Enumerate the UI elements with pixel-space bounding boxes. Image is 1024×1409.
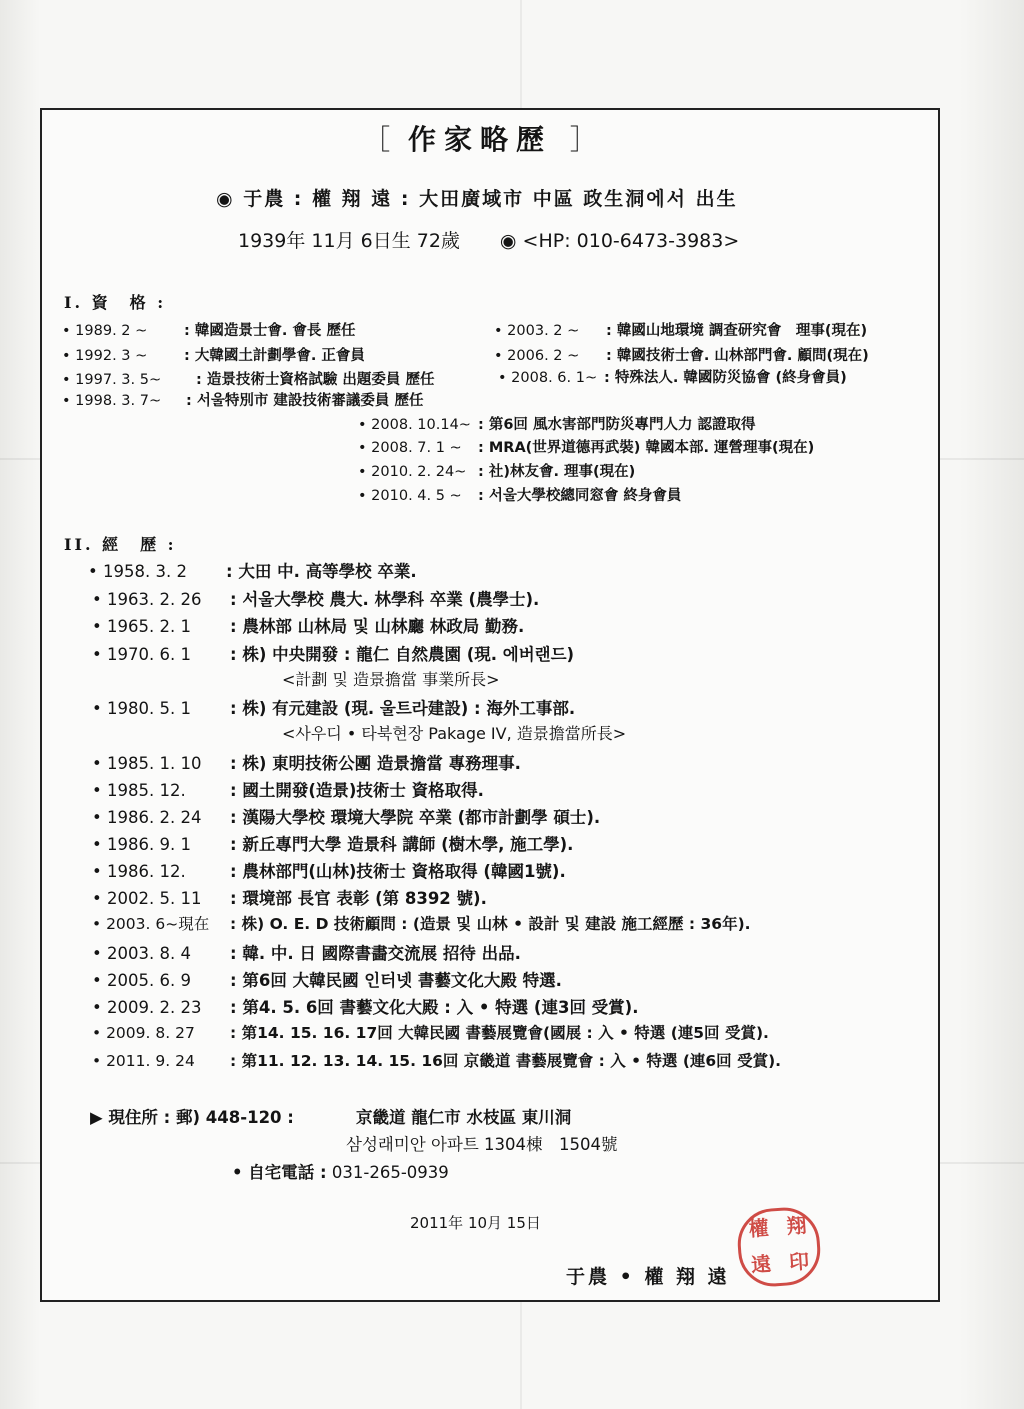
birth-date-line xyxy=(238,226,739,253)
list-item: • 1970. 6. 1 : 株) 中央開發 : 龍仁 自然農園 (現. 에버랜드) xyxy=(92,645,575,664)
document-date: 2011年 10月 15日 xyxy=(410,1214,541,1232)
list-item: • 2003. 2 ~ : 韓國山地環境 調査研究會 理事(現在) xyxy=(494,323,868,339)
birth-line: ◉ 于農 : 權 翔 遠 : 大田廣域市 中區 政生洞에서 出生 xyxy=(216,188,738,210)
list-item: • 2006. 2 ~ : 韓國技術士會. 山林部門會. 顧問(現在) xyxy=(494,348,869,364)
list-item: • 1986. 12. : 農林部門(山林)技術士 資格取得 (韓國1號). xyxy=(92,862,566,881)
red-seal-stamp: 權 翔 遠 印 xyxy=(735,1205,822,1289)
list-item: • 1963. 2. 26 : 서울大學校 農大. 林學科 卒業 (農學士). xyxy=(92,590,540,609)
list-item: • 2008. 6. 1~ : 特殊法人. 韓國防災協會 (終身會員) xyxy=(498,370,847,386)
address-line-2: 삼성래미안 아파트 1304棟 1504號 xyxy=(346,1135,618,1154)
list-item: • 2008. 7. 1 ~ : MRA(世界道德再武裝) 韓國本部. 運營理事(現在) xyxy=(358,440,815,456)
list-item: • 1997. 3. 5~ : 造景技術士資格試驗 出題委員 歷任 xyxy=(62,372,435,388)
list-item: • 1998. 3. 7~ : 서울特別市 建設技術審議委員 歷任 xyxy=(62,393,424,409)
home-phone: • 自宅電話 : 031-265-0939 xyxy=(232,1163,449,1182)
list-item: • 1986. 2. 24 : 漢陽大學校 環境大學院 卒業 (都市計劃學 碩士). xyxy=(92,808,601,827)
signature: 于農 • 權 翔 遠 xyxy=(566,1266,730,1288)
list-item: • 2011. 9. 24 : 第11. 12. 13. 14. 15. 16回 京畿道 書藝展覽會 : 入 • 特選 (連6回 受賞). xyxy=(92,1052,782,1070)
list-item: • 2008. 10.14~ : 第6回 風水害部門防災專門人力 認證取得 xyxy=(358,417,756,433)
list-item: • 1958. 3. 2 : 大田 中. 高等學校 卒業. xyxy=(88,562,417,581)
list-item: • 1989. 2 ~ : 韓國造景士會. 會長 歷任 xyxy=(62,323,356,339)
list-item: • 1985. 12. : 國土開發(造景)技術士 資格取得. xyxy=(92,781,484,800)
list-item: • 1992. 3 ~ : 大韓國土計劃學會. 正會員 xyxy=(62,348,365,364)
list-item: • 2002. 5. 11 : 環境部 長官 表彰 (第 8392 號). xyxy=(92,889,487,908)
list-item: • 2009. 8. 27 : 第14. 15. 16. 17回 大韓民國 書藝展覽會(國展 : 入 • 特選 (連5回 受賞). xyxy=(92,1024,769,1042)
list-item-detail: <計劃 및 造景擔當 事業所長> xyxy=(282,670,500,689)
address-line-1: 京畿道 龍仁市 水枝區 東川洞 xyxy=(356,1108,572,1127)
list-item: • 2010. 4. 5 ~ : 서울大學校總同窓會 終身會員 xyxy=(358,488,682,504)
list-item: • 1986. 9. 1 : 新丘專門大學 造景科 講師 (樹木學, 施工學). xyxy=(92,835,574,854)
list-item: • 2010. 2. 24~ : 社)林友會. 理事(現在) xyxy=(358,464,636,480)
title-bracket-right: ］ xyxy=(569,123,598,156)
list-item: • 1965. 2. 1 : 農林部 山林局 및 山林廳 林政局 勤務. xyxy=(92,617,525,636)
list-item: • 2005. 6. 9 : 第6回 大韓民國 인터넷 書藝文化大殿 特選. xyxy=(92,971,562,990)
title-text: 作家略歷 xyxy=(407,123,552,156)
page-title xyxy=(320,118,640,158)
qualifications-heading: I. 資 格 : xyxy=(64,293,167,312)
list-item-detail: <사우디 • 타북현장 Pakage IV, 造景擔當所長> xyxy=(282,724,627,743)
list-item: • 1980. 5. 1 : 株) 有元建設 (現. 울트라建設) : 海外工事部. xyxy=(92,699,576,718)
list-item: • 1985. 1. 10 : 株) 東明技術公團 造景擔當 專務理事. xyxy=(92,754,521,773)
career-heading: II. 經 歷 : xyxy=(64,535,177,554)
list-item: • 2009. 2. 23 : 第4. 5. 6回 書藝文化大殿 : 入 • 特選 (連3回 受賞). xyxy=(92,998,639,1017)
title-bracket-left: ［ xyxy=(362,123,391,156)
birth-date: 1939年 11月 6日生 72歲 xyxy=(238,230,460,252)
phone-number: ◉ <HP: 010-6473-3983> xyxy=(499,230,740,252)
list-item: • 2003. 8. 4 : 韓. 中. 日 國際書畵交流展 招待 出品. xyxy=(92,944,521,963)
list-item: • 2003. 6~現在 : 株) O. E. D 技術顧問 : (造景 및 山林 • 設計 및 建設 施工經歷 : 36年). xyxy=(92,915,751,933)
address-label: ▶ 現住所 : 郵) 448-120 : xyxy=(90,1108,294,1127)
